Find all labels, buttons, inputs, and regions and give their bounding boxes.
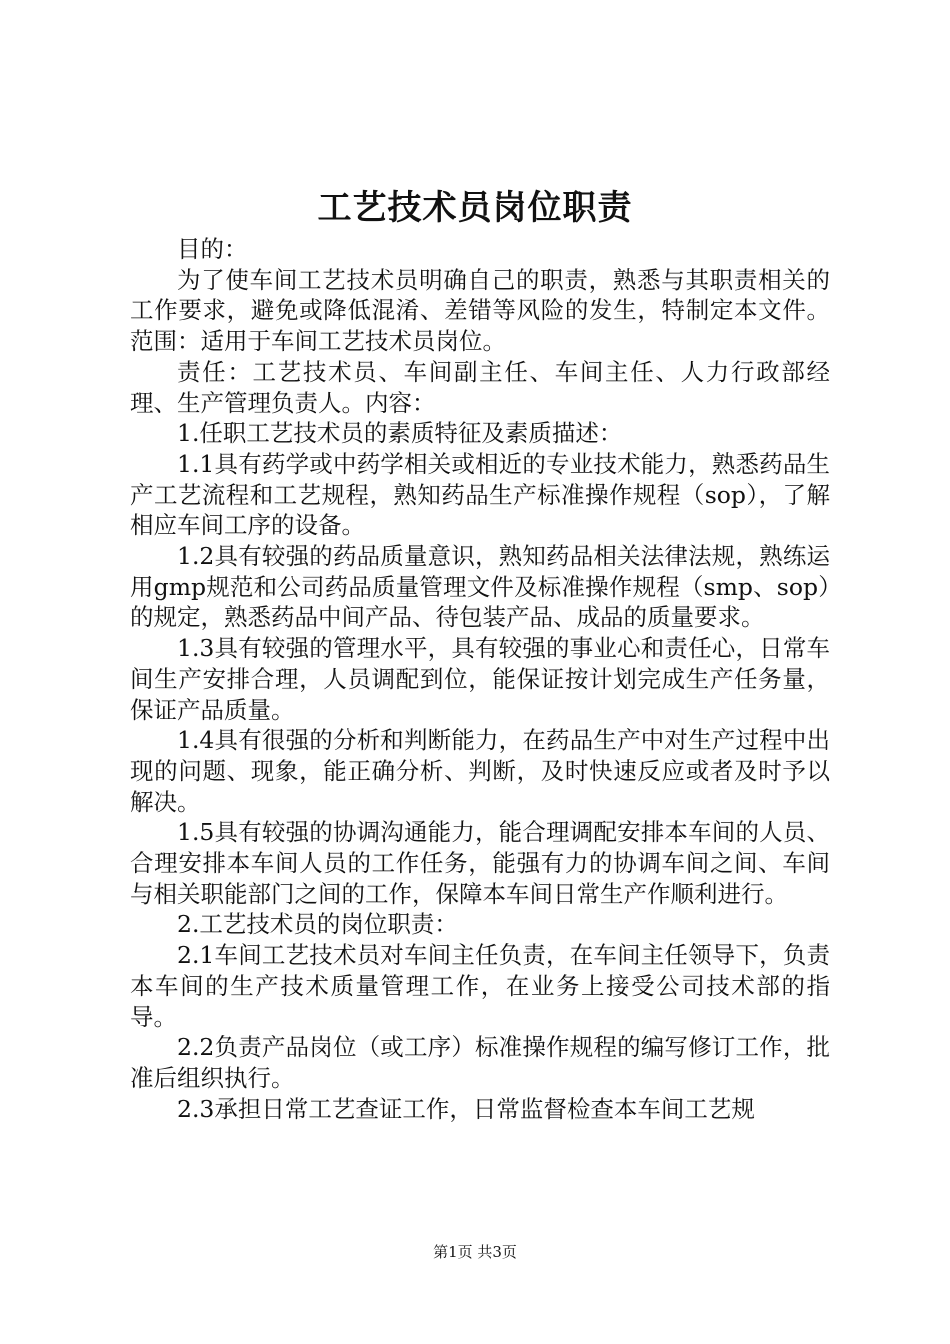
page-footer: 第1页 共3页	[433, 1243, 517, 1261]
paragraph-1-4: 1.4具有很强的分析和判断能力，在药品生产中对生产过程中出现的问题、现象，能正确分析、判断，及时快速反应或者及时予以解决。	[130, 726, 830, 816]
paragraph-purpose: 为了使车间工艺技术员明确自己的职责，熟悉与其职责相关的工作要求，避免或降低混淆、差错等风险的发生，特制定本文件。范围：适用于车间工艺技术员岗位。	[130, 265, 830, 356]
paragraph-1-5: 1.5具有较强的协调沟通能力，能合理调配安排本车间的人员、合理安排本车间人员的工作任务，能强有力的协调车间之间、车间与相关职能部门之间的工作，保障本车间日常生产作顺利进行。	[130, 818, 830, 908]
document-title: 工艺技术员岗位职责	[317, 188, 633, 228]
paragraph-2-1: 2.1车间工艺技术员对车间主任负责，在车间主任领导下，负责本车间的生产技术质量管理工作，在业务上接受公司技术部的指导。	[130, 941, 830, 1031]
paragraph-1-1: 1.1具有药学或中药学相关或相近的专业技术能力，熟悉药品生产工艺流程和工艺规程，熟知药品生产标准操作规程（sop），了解相应车间工序的设备。	[130, 449, 830, 540]
paragraph-purpose-heading: 目的：	[177, 235, 248, 263]
paragraph-responsibility: 责任：工艺技术员、车间副主任、车间主任、人力行政部经理、生产管理负责人。内容：	[130, 357, 830, 417]
paragraph-2-3: 2.3承担日常工艺查证工作，日常监督检查本车间工艺规	[177, 1094, 755, 1123]
paragraph-1-3: 1.3具有较强的管理水平，具有较强的事业心和责任心，日常车间生产安排合理，人员调配到位，能保证按计划完成生产任务量，保证产品质量。	[130, 634, 830, 724]
document-body	[130, 234, 830, 1124]
paragraph-1-2: 1.2具有较强的药品质量意识，熟知药品相关法律法规，熟练运用gmp规范和公司药品质量管理文件及标准操作规程（smp、sop）的规定，熟悉药品中间产品、待包装产品、成品的质量要求。	[130, 542, 830, 632]
paragraph-2-2: 2.2负责产品岗位（或工序）标准操作规程的编写修订工作，批准后组织执行。	[130, 1033, 830, 1092]
paragraph-section-2: 2.工艺技术员的岗位职责：	[177, 910, 458, 939]
paragraph-section-1: 1.任职工艺技术员的素质特征及素质描述：	[177, 419, 623, 448]
